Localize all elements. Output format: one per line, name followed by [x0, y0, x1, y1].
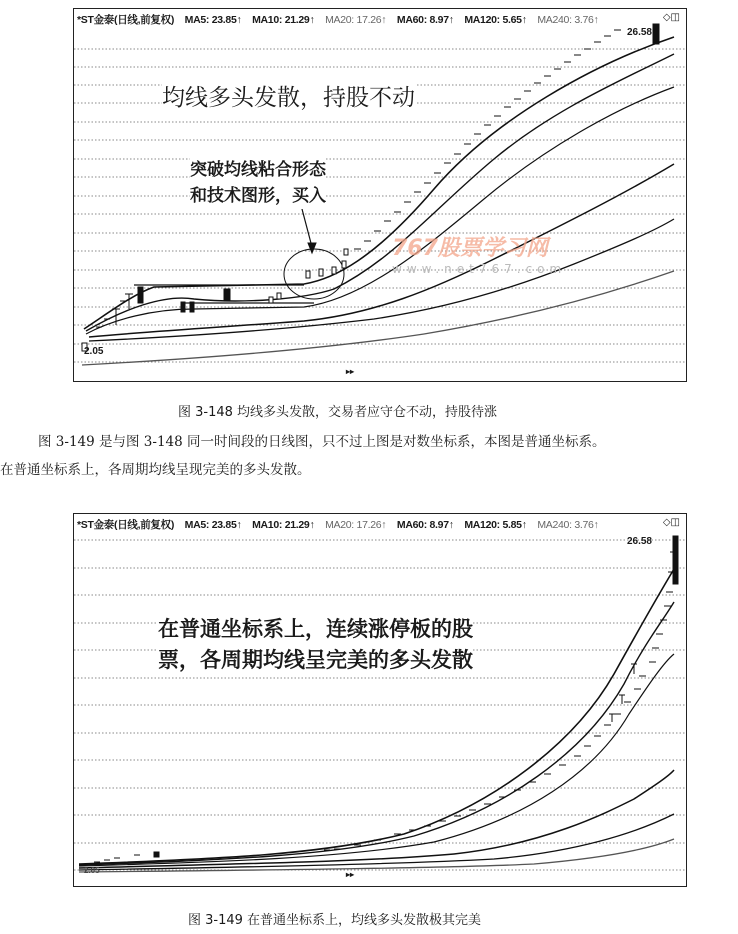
scroll-marker-icon[interactable]: ▸▸ [346, 870, 355, 879]
chart-controls-icon[interactable]: ◇◫ [662, 12, 680, 23]
stock-name: *ST金泰(日线,前复权) [77, 14, 175, 26]
high-price-label: 26.58 [626, 27, 652, 38]
annotation-line2: 票，各周期均线呈完美的多头发散 [158, 648, 473, 672]
chart-log-plot [74, 9, 686, 381]
annotation-line1: 在普通坐标系上，连续涨停板的股 [158, 617, 473, 641]
figure2-caption: 图 3-149 在普通坐标系上，均线多头发散极其完美 [188, 913, 482, 928]
ma60-value: MA60: 8.97↑ [396, 14, 454, 26]
ma5-value: MA5: 23.85↑ [184, 14, 242, 26]
paragraph-line1: 图 3-149 是与图 3-148 同一时间段的日线图，只不过上图是对数坐标系，本图是普通坐标系。 [38, 434, 606, 450]
chart-header [77, 517, 607, 532]
body-paragraph [0, 428, 738, 484]
ma10-value: MA10: 21.29↑ [252, 519, 315, 531]
figure1-caption: 图 3-148 均线多头发散，交易者应守仓不动，持股待涨 [178, 405, 498, 420]
ma60-value: MA60: 8.97↑ [396, 519, 454, 531]
high-price-label: 26.58 [626, 536, 652, 547]
ma10-value: MA10: 21.29↑ [252, 14, 315, 26]
chart-controls-icon[interactable]: ◇◫ [662, 517, 680, 528]
paragraph-line2: 在普通坐标系上，各周期均线呈现完美的多头发散。 [0, 462, 311, 478]
ma120-value: MA120: 5.65↑ [464, 14, 527, 26]
ma120-value: MA120: 5.85↑ [464, 519, 527, 531]
annotation-main [158, 614, 473, 676]
ma240-value: MA240: 3.76↑ [537, 14, 599, 26]
ma5-value: MA5: 23.85↑ [184, 519, 242, 531]
ma240-value: MA240: 3.76↑ [537, 519, 599, 531]
chart-linear-scale [73, 513, 687, 887]
ma20-value: MA20: 17.26↑ [325, 519, 387, 531]
low-price-label: 2.05 [84, 866, 100, 875]
low-price-label: 2.05 [84, 346, 104, 357]
watermark-url: www.net767.com [392, 262, 567, 276]
annotation-main: 均线多头发散，持股不动 [162, 79, 415, 112]
annotation-buy-line2: 和技术图形，买入 [190, 186, 326, 206]
annotation-buy [190, 157, 326, 209]
annotation-buy-line1: 突破均线粘合形态 [190, 160, 326, 180]
chart-log-scale [73, 8, 687, 382]
stock-name: *ST金泰(日线,前复权) [77, 519, 175, 531]
chart-header [77, 12, 607, 27]
watermark-title: 767股票学习网 [392, 236, 548, 261]
scroll-marker-icon[interactable]: ▸▸ [346, 367, 355, 376]
ma20-value: MA20: 17.26↑ [325, 14, 387, 26]
chart-linear-plot [74, 514, 686, 886]
